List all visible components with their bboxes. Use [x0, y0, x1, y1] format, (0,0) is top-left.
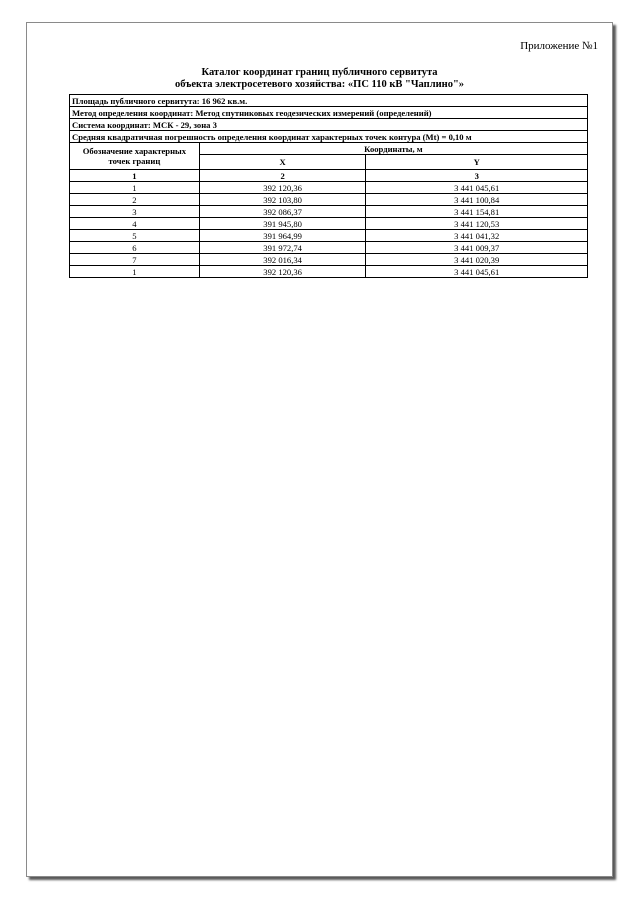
- table-row: [70, 182, 588, 194]
- info-row: [70, 107, 588, 119]
- header-row: [70, 143, 588, 155]
- table-row: [70, 254, 588, 266]
- column-number-3: 3: [366, 170, 588, 182]
- point-cell: 6: [70, 242, 200, 254]
- point-cell: 7: [70, 254, 200, 266]
- table-row: [70, 266, 588, 278]
- x-coordinate-cell: 391 945,80: [199, 218, 366, 230]
- table-row: [70, 230, 588, 242]
- table-row: [70, 194, 588, 206]
- coordinate-method: Метод определения координат: Метод спутниковых геодезических измерений (определений): [70, 107, 588, 119]
- mean-square-error: Средняя квадратичная погрешность определения координат характерных точек контура (Mt) = 0,10 м: [70, 131, 588, 143]
- x-coordinate-cell: 392 016,34: [199, 254, 366, 266]
- x-coordinate-cell: 392 103,80: [199, 194, 366, 206]
- document-title: [27, 67, 612, 91]
- column-number-2: 2: [199, 170, 366, 182]
- column-numbers-row: [70, 170, 588, 182]
- document-page: [26, 22, 613, 877]
- column-number-1: 1: [70, 170, 200, 182]
- x-coordinate-cell: 391 964,99: [199, 230, 366, 242]
- appendix-label: Приложение №1: [520, 40, 598, 52]
- x-coordinate-cell: 391 972,74: [199, 242, 366, 254]
- info-row: [70, 95, 588, 107]
- title-line-1: Каталог координат границ публичного сервитута: [201, 67, 438, 78]
- point-cell: 1: [70, 182, 200, 194]
- y-coordinate-cell: 3 441 045,61: [366, 182, 588, 194]
- servitude-area: Площадь публичного сервитута: 16 962 кв.м.: [70, 95, 588, 107]
- y-coordinate-cell: 3 441 009,37: [366, 242, 588, 254]
- x-column-header: X: [199, 155, 366, 170]
- point-column-header: Обозначение характерных точек границ: [70, 143, 200, 170]
- info-row: [70, 131, 588, 143]
- y-coordinate-cell: 3 441 041,32: [366, 230, 588, 242]
- coordinate-system: Система координат: МСК - 29, зона 3: [70, 119, 588, 131]
- y-coordinate-cell: 3 441 100,84: [366, 194, 588, 206]
- coordinates-group-header: Координаты, м: [199, 143, 587, 155]
- x-coordinate-cell: 392 086,37: [199, 206, 366, 218]
- point-cell: 3: [70, 206, 200, 218]
- y-column-header: Y: [366, 155, 588, 170]
- title-line-2: объекта электросетевого хозяйства: «ПС 110 кВ "Чаплино"»: [174, 79, 465, 90]
- table-row: [70, 206, 588, 218]
- x-coordinate-cell: 392 120,36: [199, 182, 366, 194]
- y-coordinate-cell: 3 441 154,81: [366, 206, 588, 218]
- point-cell: 5: [70, 230, 200, 242]
- y-coordinate-cell: 3 441 045,61: [366, 266, 588, 278]
- point-cell: 4: [70, 218, 200, 230]
- table-row: [70, 242, 588, 254]
- x-coordinate-cell: 392 120,36: [199, 266, 366, 278]
- y-coordinate-cell: 3 441 120,53: [366, 218, 588, 230]
- coordinates-catalog-table: [69, 94, 588, 278]
- y-coordinate-cell: 3 441 020,39: [366, 254, 588, 266]
- point-cell: 2: [70, 194, 200, 206]
- info-row: [70, 119, 588, 131]
- table-row: [70, 218, 588, 230]
- point-cell: 1: [70, 266, 200, 278]
